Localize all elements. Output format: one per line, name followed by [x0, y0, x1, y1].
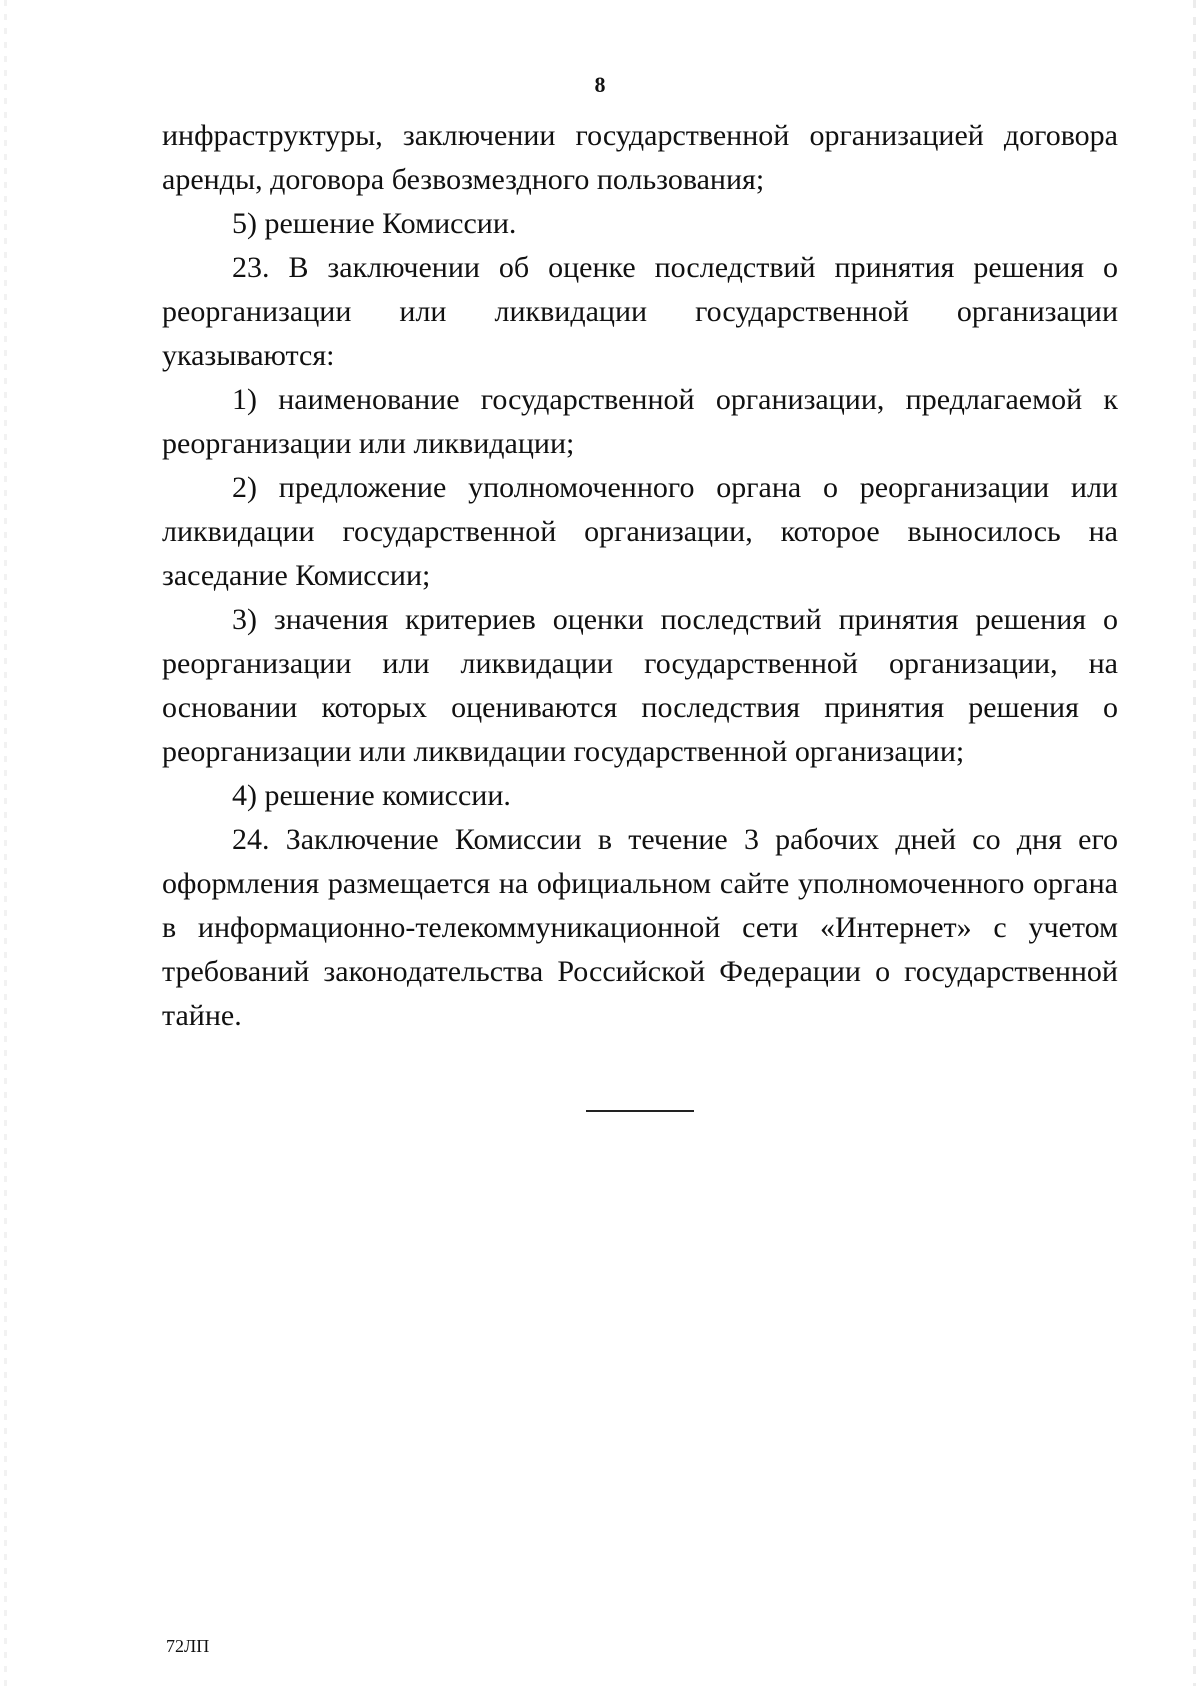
- paragraph-item-5: 5) решение Комиссии.: [232, 207, 517, 240]
- paragraph-clause-24: 24. Заключение Комиссии в течение 3 рабочих дней со дня его оформления размещается на официальном сайте уполномоченного органа в информационно-телекоммуникационной сети «Интернет» с учетом требований законодательства Российской Федерации о государственной тайне.: [162, 823, 1118, 1032]
- paragraph-item-2: 2) предложение уполномоченного органа о реорганизации или ликвидации государственной организации, которое выносилось на заседание Комиссии;: [162, 471, 1118, 592]
- document-body: [162, 114, 1118, 1038]
- end-of-text-rule: [586, 1110, 694, 1112]
- paragraph-item-3: 3) значения критериев оценки последствий принятия решения о реорганизации или ликвидации государственной организации, на основании которых оцениваются последствия принятия решения о реорганизации или ликвидации государственной организации;: [162, 603, 1118, 768]
- paragraph-continuation: инфраструктуры, заключении государственной организацией договора аренды, договора безвозмездного пользования;: [162, 119, 1118, 196]
- paragraph-clause-23: 23. В заключении об оценке последствий принятия решения о реорганизации или ликвидации государственной организации указываются:: [162, 251, 1118, 372]
- paragraph-item-4: 4) решение комиссии.: [232, 779, 511, 812]
- paragraph-item-1: 1) наименование государственной организации, предлагаемой к реорганизации или ликвидации;: [162, 383, 1118, 460]
- page-number: 8: [594, 72, 606, 97]
- scan-edge-left: [4, 0, 7, 1686]
- scan-edge-right: [1193, 0, 1196, 1686]
- document-code: 72ЛП: [166, 1636, 210, 1656]
